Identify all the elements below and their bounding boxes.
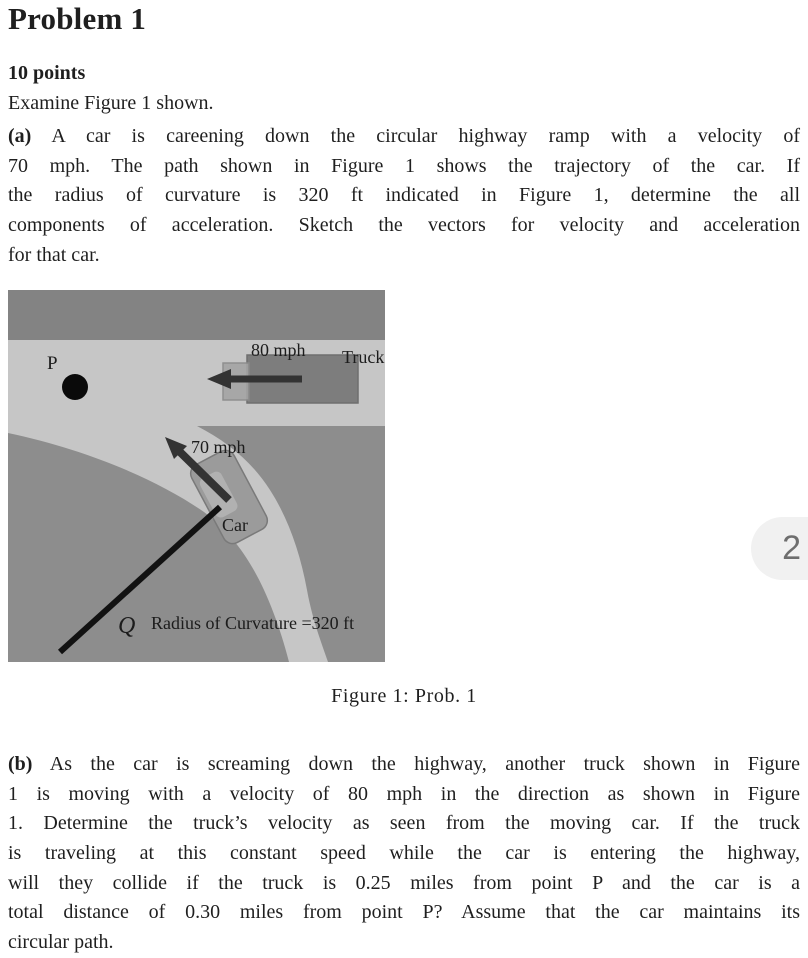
part-b-label: (b): [8, 753, 33, 775]
radius-of-curvature-label: Radius of Curvature =320 ft: [151, 613, 355, 633]
point-p-dot: [62, 374, 88, 400]
text-line: for that car.: [8, 243, 100, 266]
intro-text: Examine Figure 1 shown.: [8, 92, 214, 114]
text-line: [8, 750, 800, 780]
points-label: 10 points: [8, 62, 86, 84]
problem-title: Problem 1: [8, 1, 147, 36]
text-line: circular path.: [8, 931, 114, 954]
text-line: 1 is moving with a velocity of 80 mph in the direction as shown in Figure: [8, 782, 800, 805]
paragraph-part-b: [8, 750, 800, 958]
part-a-label: (a): [8, 125, 32, 147]
page-number-tab[interactable]: [751, 517, 808, 580]
car-speed-label: 70 mph: [191, 437, 246, 457]
figure-1-image: [8, 290, 385, 662]
truck-speed-label: 80 mph: [251, 340, 306, 360]
figure-1-canvas: [8, 290, 385, 662]
top-strip: [8, 290, 385, 340]
text-line: [8, 122, 800, 152]
text-line: the radius of curvature is 320 ft indicated in Figure 1, determine the all: [8, 184, 800, 207]
text-line: components of acceleration. Sketch the vectors for velocity and acceleration: [8, 214, 800, 237]
page-number: 2: [782, 529, 801, 567]
car-label: Car: [222, 515, 248, 535]
text-line: 70 mph. The path shown in Figure 1 shows the trajectory of the car. If: [8, 154, 800, 177]
text-line: will they collide if the truck is 0.25 miles from point P and the car is a: [8, 871, 800, 894]
point-q-label: Q: [118, 613, 136, 639]
text-line: is traveling at this constant speed while the car is entering the highway,: [8, 842, 800, 865]
point-p-label: P: [47, 353, 58, 374]
truck-label: Truck: [342, 347, 385, 367]
text-line: 1. Determine the truck’s velocity as seen from the moving car. If the truck: [8, 812, 800, 835]
figure-caption: Figure 1: Prob. 1: [331, 685, 477, 707]
paragraph-part-a: [8, 122, 800, 270]
text-line: total distance of 0.30 miles from point P? Assume that the car maintains its: [8, 901, 800, 924]
text-line-content: As the car is screaming down the highway, another truck shown in Figure: [32, 753, 800, 775]
text-line-content: A car is careening down the circular highway ramp with a velocity of: [31, 125, 800, 147]
